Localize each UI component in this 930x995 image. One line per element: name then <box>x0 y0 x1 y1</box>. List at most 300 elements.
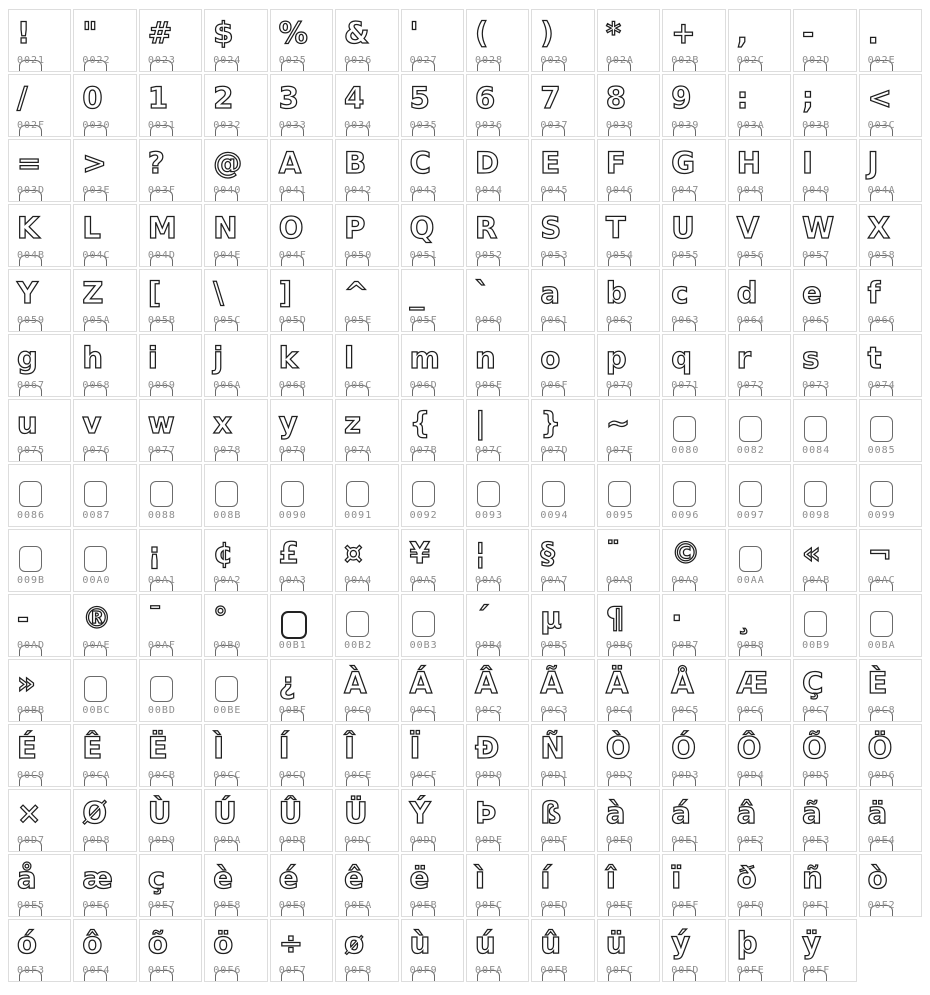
glyph-cell[interactable] <box>73 399 136 462</box>
glyph-cell[interactable] <box>859 9 922 72</box>
glyph-cell[interactable] <box>8 724 71 787</box>
glyph-cell[interactable] <box>401 919 464 982</box>
notdef-box-glyph <box>84 481 107 507</box>
glyph-cell[interactable] <box>728 529 791 592</box>
glyph-cell[interactable] <box>73 854 136 917</box>
codepoint-label: 00C9 <box>17 770 46 781</box>
glyph-cell[interactable] <box>728 464 791 527</box>
glyph-cell[interactable] <box>793 464 856 527</box>
glyph-cell[interactable] <box>466 659 529 722</box>
glyph-cell[interactable] <box>597 139 660 202</box>
glyph-cell[interactable] <box>73 334 136 397</box>
glyph-cell[interactable] <box>597 269 660 332</box>
codepoint-label: 00A6 <box>474 575 504 586</box>
glyph-cell[interactable] <box>270 9 333 72</box>
glyph-cell[interactable] <box>466 854 529 917</box>
glyph-cell[interactable] <box>859 529 922 592</box>
glyph-cell[interactable] <box>531 204 594 267</box>
glyph-cell[interactable] <box>531 269 594 332</box>
glyph-cell[interactable] <box>73 724 136 787</box>
glyph: ° <box>213 601 228 635</box>
glyph-cell[interactable] <box>139 9 202 72</box>
codepoint-label: 003D <box>17 185 46 196</box>
glyph-cell[interactable] <box>728 139 791 202</box>
glyph-cell[interactable] <box>466 399 529 462</box>
glyph-cell[interactable] <box>531 334 594 397</box>
glyph-cell[interactable] <box>139 204 202 267</box>
codepoint-label: 00D0 <box>474 770 504 781</box>
glyph-cell[interactable] <box>139 74 202 137</box>
glyph-cell[interactable] <box>793 594 856 657</box>
notdef-box-glyph <box>739 481 762 507</box>
glyph-cell[interactable] <box>662 529 725 592</box>
glyph: æ <box>82 861 113 895</box>
glyph-cell[interactable] <box>793 529 856 592</box>
glyph-cell[interactable] <box>270 724 333 787</box>
glyph: H <box>736 146 761 180</box>
glyph-cell[interactable] <box>531 594 594 657</box>
glyph-cell[interactable] <box>597 594 660 657</box>
glyph-cell[interactable] <box>335 919 398 982</box>
glyph-cell[interactable] <box>401 204 464 267</box>
glyph-cell[interactable] <box>73 919 136 982</box>
glyph: " <box>82 16 98 50</box>
glyph: ë <box>409 861 430 895</box>
glyph-cell[interactable] <box>8 74 71 137</box>
glyph: ý <box>671 926 691 960</box>
glyph-cell[interactable] <box>139 594 202 657</box>
glyph-cell[interactable] <box>204 659 267 722</box>
glyph-cell[interactable] <box>335 269 398 332</box>
codepoint-label: 00B8 <box>736 640 765 651</box>
glyph: : <box>736 81 749 115</box>
codepoint-label: 0056 <box>736 250 765 261</box>
glyph-cell[interactable] <box>139 399 202 462</box>
glyph-cell[interactable] <box>73 464 136 527</box>
glyph: ¿ <box>278 666 296 700</box>
glyph-cell[interactable] <box>466 334 529 397</box>
glyph-cell[interactable] <box>8 139 71 202</box>
glyph-cell[interactable] <box>531 854 594 917</box>
glyph-cell[interactable] <box>139 789 202 852</box>
glyph-cell[interactable] <box>270 399 333 462</box>
glyph-cell[interactable] <box>139 724 202 787</box>
glyph-cell[interactable] <box>793 9 856 72</box>
glyph: · <box>671 601 683 635</box>
glyph: § <box>540 536 555 570</box>
glyph: À <box>344 666 367 700</box>
notdef-box-glyph <box>870 611 893 637</box>
glyph-cell[interactable] <box>859 659 922 722</box>
glyph: 0 <box>82 81 103 115</box>
glyph-cell[interactable] <box>8 9 71 72</box>
glyph: Þ <box>474 796 497 830</box>
codepoint-label: 0067 <box>17 380 46 391</box>
glyph-cell[interactable] <box>73 789 136 852</box>
glyph-cell[interactable] <box>597 334 660 397</box>
glyph: ó <box>17 926 37 960</box>
glyph-cell[interactable] <box>270 529 333 592</box>
glyph-cell[interactable] <box>466 269 529 332</box>
codepoint-label: 00E5 <box>17 900 46 911</box>
glyph-cell[interactable] <box>662 789 725 852</box>
glyph-cell[interactable] <box>466 789 529 852</box>
glyph-cell[interactable] <box>531 724 594 787</box>
glyph-cell[interactable] <box>73 9 136 72</box>
glyph-cell[interactable] <box>597 9 660 72</box>
codepoint-label: 00C6 <box>736 705 765 716</box>
glyph-cell[interactable] <box>8 204 71 267</box>
glyph-cell[interactable] <box>73 594 136 657</box>
glyph-cell[interactable] <box>204 464 267 527</box>
glyph: X <box>867 211 890 245</box>
glyph-cell[interactable] <box>793 724 856 787</box>
glyph-cell[interactable] <box>728 399 791 462</box>
glyph-cell[interactable] <box>8 464 71 527</box>
glyph-cell[interactable] <box>401 854 464 917</box>
glyph-cell[interactable] <box>204 919 267 982</box>
glyph-cell[interactable] <box>139 919 202 982</box>
codepoint-label: 005B <box>147 315 176 326</box>
glyph-cell[interactable] <box>73 139 136 202</box>
glyph-cell[interactable] <box>8 334 71 397</box>
glyph: É <box>17 731 37 765</box>
glyph-cell[interactable] <box>204 9 267 72</box>
glyph-cell[interactable] <box>793 659 856 722</box>
glyph-cell[interactable] <box>401 334 464 397</box>
glyph-cell[interactable] <box>335 9 398 72</box>
glyph-cell[interactable] <box>335 659 398 722</box>
glyph-cell[interactable] <box>8 789 71 852</box>
codepoint-label: 00C7 <box>802 705 831 716</box>
glyph-cell[interactable] <box>531 399 594 462</box>
glyph-cell[interactable] <box>597 919 660 982</box>
codepoint-label: 00B6 <box>605 640 634 651</box>
codepoint-label: 00BB <box>17 705 46 716</box>
glyph-cell[interactable] <box>270 594 333 657</box>
glyph-cell[interactable] <box>859 399 922 462</box>
glyph-cell[interactable] <box>662 919 725 982</box>
glyph-cell[interactable] <box>793 204 856 267</box>
glyph-cell[interactable] <box>597 659 660 722</box>
glyph-cell[interactable] <box>139 659 202 722</box>
glyph-cell[interactable] <box>401 399 464 462</box>
glyph: E <box>540 146 561 180</box>
glyph: × <box>17 796 42 830</box>
glyph-cell[interactable] <box>8 269 71 332</box>
glyph: ¯ <box>147 601 163 635</box>
glyph-cell[interactable] <box>204 529 267 592</box>
glyph-cell[interactable] <box>531 659 594 722</box>
glyph-cell[interactable] <box>859 464 922 527</box>
glyph-cell[interactable] <box>335 724 398 787</box>
codepoint-label: 0090 <box>278 510 307 521</box>
glyph <box>9 465 70 471</box>
glyph-cell[interactable] <box>466 464 529 527</box>
glyph-cell[interactable] <box>204 269 267 332</box>
glyph-cell[interactable] <box>335 789 398 852</box>
glyph-cell[interactable] <box>335 74 398 137</box>
codepoint-label: 00D9 <box>147 835 176 846</box>
codepoint-label: 004A <box>867 185 896 196</box>
glyph: K <box>17 211 40 245</box>
notdef-box-glyph <box>346 481 369 507</box>
glyph-cell[interactable] <box>401 464 464 527</box>
notdef-box-glyph <box>673 481 696 507</box>
glyph-cell[interactable] <box>270 919 333 982</box>
glyph-cell[interactable] <box>728 334 791 397</box>
glyph-cell[interactable] <box>401 9 464 72</box>
glyph-cell[interactable] <box>204 399 267 462</box>
glyph-cell[interactable] <box>73 269 136 332</box>
glyph-cell[interactable] <box>662 139 725 202</box>
glyph-cell[interactable] <box>597 74 660 137</box>
glyph-cell[interactable] <box>401 789 464 852</box>
glyph-cell[interactable] <box>466 594 529 657</box>
glyph-cell[interactable] <box>401 139 464 202</box>
codepoint-label: 002B <box>671 55 700 66</box>
glyph-cell[interactable] <box>597 204 660 267</box>
glyph-cell[interactable] <box>662 724 725 787</box>
glyph-cell[interactable] <box>139 269 202 332</box>
glyph-cell[interactable] <box>662 464 725 527</box>
glyph-cell[interactable] <box>662 74 725 137</box>
glyph-cell[interactable] <box>793 399 856 462</box>
codepoint-label: 0066 <box>867 315 896 326</box>
glyph-cell[interactable] <box>335 139 398 202</box>
glyph-cell[interactable] <box>8 399 71 462</box>
glyph-cell[interactable] <box>73 529 136 592</box>
glyph-cell[interactable] <box>270 334 333 397</box>
glyph-cell[interactable] <box>401 724 464 787</box>
glyph-cell[interactable] <box>466 724 529 787</box>
glyph-cell[interactable] <box>401 529 464 592</box>
glyph-cell[interactable] <box>270 269 333 332</box>
glyph: ( <box>474 16 489 50</box>
glyph: ÷ <box>278 926 304 960</box>
glyph-cell[interactable] <box>793 789 856 852</box>
codepoint-label: 00DC <box>344 835 373 846</box>
codepoint-label: 00CF <box>409 770 438 781</box>
glyph-cell[interactable] <box>859 854 922 917</box>
glyph-cell[interactable] <box>73 659 136 722</box>
codepoint-label: 00D1 <box>540 770 569 781</box>
glyph-cell[interactable] <box>139 334 202 397</box>
glyph-cell[interactable] <box>597 854 660 917</box>
codepoint-label: 00AE <box>82 640 111 651</box>
glyph-cell[interactable] <box>73 74 136 137</box>
glyph-cell[interactable] <box>335 594 398 657</box>
glyph-cell[interactable] <box>597 789 660 852</box>
codepoint-label: 00FE <box>736 965 765 976</box>
glyph-cell[interactable] <box>139 139 202 202</box>
glyph-cell[interactable] <box>466 919 529 982</box>
glyph <box>532 465 593 471</box>
glyph-cell[interactable] <box>466 74 529 137</box>
glyph-cell[interactable] <box>531 919 594 982</box>
glyph-cell[interactable] <box>466 529 529 592</box>
glyph-cell[interactable] <box>793 139 856 202</box>
codepoint-label: 0049 <box>802 185 831 196</box>
glyph-cell[interactable] <box>793 334 856 397</box>
glyph-cell[interactable] <box>204 594 267 657</box>
glyph-cell[interactable] <box>8 594 71 657</box>
glyph-cell[interactable] <box>204 204 267 267</box>
glyph-cell[interactable] <box>466 204 529 267</box>
glyph-cell[interactable] <box>270 659 333 722</box>
glyph-cell[interactable] <box>466 139 529 202</box>
glyph: I <box>802 146 813 180</box>
glyph-cell[interactable] <box>270 854 333 917</box>
glyph-cell[interactable] <box>728 9 791 72</box>
glyph: â <box>736 796 757 830</box>
glyph-cell[interactable] <box>859 334 922 397</box>
codepoint-label: 004C <box>82 250 111 261</box>
codepoint-label: 0076 <box>82 445 111 456</box>
glyph-cell[interactable] <box>859 789 922 852</box>
glyph-cell[interactable] <box>401 74 464 137</box>
glyph-cell[interactable] <box>531 529 594 592</box>
codepoint-label: 0054 <box>605 250 634 261</box>
glyph-cell[interactable] <box>728 789 791 852</box>
glyph-cell[interactable] <box>859 594 922 657</box>
glyph-cell[interactable] <box>139 529 202 592</box>
glyph-cell[interactable] <box>597 529 660 592</box>
glyph: í <box>540 861 551 895</box>
glyph-cell[interactable] <box>401 594 464 657</box>
glyph-cell[interactable] <box>793 269 856 332</box>
notdef-box-glyph <box>84 546 107 572</box>
codepoint-label: 006B <box>278 380 307 391</box>
codepoint-label: 00CD <box>278 770 307 781</box>
glyph-cell[interactable] <box>466 9 529 72</box>
glyph-cell[interactable] <box>335 399 398 462</box>
glyph-cell[interactable] <box>793 74 856 137</box>
glyph-cell[interactable] <box>531 74 594 137</box>
glyph-cell[interactable] <box>335 854 398 917</box>
notdef-box-glyph <box>608 481 631 507</box>
glyph-cell[interactable] <box>662 9 725 72</box>
codepoint-label: 0073 <box>802 380 831 391</box>
glyph-cell[interactable] <box>401 269 464 332</box>
glyph-cell[interactable] <box>859 269 922 332</box>
codepoint-label: 0031 <box>147 120 176 131</box>
glyph-cell[interactable] <box>335 204 398 267</box>
glyph-cell[interactable] <box>728 204 791 267</box>
glyph-cell[interactable] <box>73 204 136 267</box>
glyph-cell[interactable] <box>531 789 594 852</box>
glyph-cell[interactable] <box>662 659 725 722</box>
glyph-cell[interactable] <box>270 464 333 527</box>
codepoint-label: 00CC <box>213 770 242 781</box>
codepoint-label: 0082 <box>736 445 765 456</box>
glyph-cell[interactable] <box>401 659 464 722</box>
glyph-cell[interactable] <box>139 854 202 917</box>
codepoint-label: 00EC <box>474 900 504 911</box>
notdef-box-glyph <box>215 481 238 507</box>
glyph-cell[interactable] <box>793 919 856 982</box>
glyph-cell[interactable] <box>597 399 660 462</box>
glyph-cell[interactable] <box>728 594 791 657</box>
glyph: ê <box>344 861 364 895</box>
glyph-cell[interactable] <box>335 334 398 397</box>
glyph-cell[interactable] <box>204 334 267 397</box>
glyph-cell[interactable] <box>531 9 594 72</box>
glyph-cell[interactable] <box>793 854 856 917</box>
glyph-cell[interactable] <box>270 204 333 267</box>
glyph: Y <box>17 276 38 310</box>
glyph: ú <box>474 926 496 960</box>
glyph-cell[interactable] <box>662 334 725 397</box>
glyph-cell[interactable] <box>662 269 725 332</box>
glyph-cell[interactable] <box>662 594 725 657</box>
glyph-cell[interactable] <box>270 139 333 202</box>
codepoint-label: 002D <box>802 55 831 66</box>
glyph-cell[interactable] <box>859 724 922 787</box>
glyph-cell[interactable] <box>531 464 594 527</box>
codepoint-label: 00DA <box>213 835 242 846</box>
glyph: Í <box>278 731 290 765</box>
glyph-cell[interactable] <box>335 464 398 527</box>
glyph: 5 <box>409 81 430 115</box>
codepoint-label: 0035 <box>409 120 438 131</box>
glyph-cell[interactable] <box>728 269 791 332</box>
glyph-cell[interactable] <box>204 789 267 852</box>
glyph-cell[interactable] <box>8 659 71 722</box>
codepoint-label: 0032 <box>213 120 242 131</box>
glyph-cell[interactable] <box>859 74 922 137</box>
glyph-cell[interactable] <box>662 854 725 917</box>
glyph-cell[interactable] <box>662 399 725 462</box>
codepoint-label: 0027 <box>409 55 438 66</box>
glyph-cell[interactable] <box>859 204 922 267</box>
glyph-cell[interactable] <box>139 464 202 527</box>
glyph-cell[interactable] <box>8 854 71 917</box>
glyph: [ <box>147 276 162 310</box>
glyph-cell[interactable] <box>728 724 791 787</box>
glyph <box>271 465 332 471</box>
glyph-cell[interactable] <box>728 74 791 137</box>
glyph: p <box>605 341 627 375</box>
glyph-cell[interactable] <box>728 854 791 917</box>
glyph-cell[interactable] <box>335 529 398 592</box>
glyph-cell[interactable] <box>531 139 594 202</box>
glyph-cell[interactable] <box>728 919 791 982</box>
codepoint-label: 005D <box>278 315 307 326</box>
glyph: ä <box>867 796 888 830</box>
glyph-cell[interactable] <box>204 139 267 202</box>
codepoint-label: 004E <box>213 250 242 261</box>
glyph-cell[interactable] <box>859 139 922 202</box>
glyph-cell[interactable] <box>270 74 333 137</box>
glyph-cell[interactable] <box>597 464 660 527</box>
codepoint-label: 00C5 <box>671 705 700 716</box>
glyph-cell[interactable] <box>662 204 725 267</box>
glyph-cell[interactable] <box>8 529 71 592</box>
notdef-box-glyph <box>412 481 435 507</box>
glyph-cell[interactable] <box>204 724 267 787</box>
glyph-cell[interactable] <box>597 724 660 787</box>
glyph: A <box>278 146 302 180</box>
glyph <box>860 465 921 471</box>
glyph-cell[interactable] <box>728 659 791 722</box>
glyph-cell[interactable] <box>8 919 71 982</box>
codepoint-label: 003E <box>82 185 111 196</box>
glyph-cell[interactable] <box>270 789 333 852</box>
glyph-cell[interactable] <box>204 854 267 917</box>
notdef-box-glyph <box>542 481 565 507</box>
glyph-cell[interactable] <box>204 74 267 137</box>
